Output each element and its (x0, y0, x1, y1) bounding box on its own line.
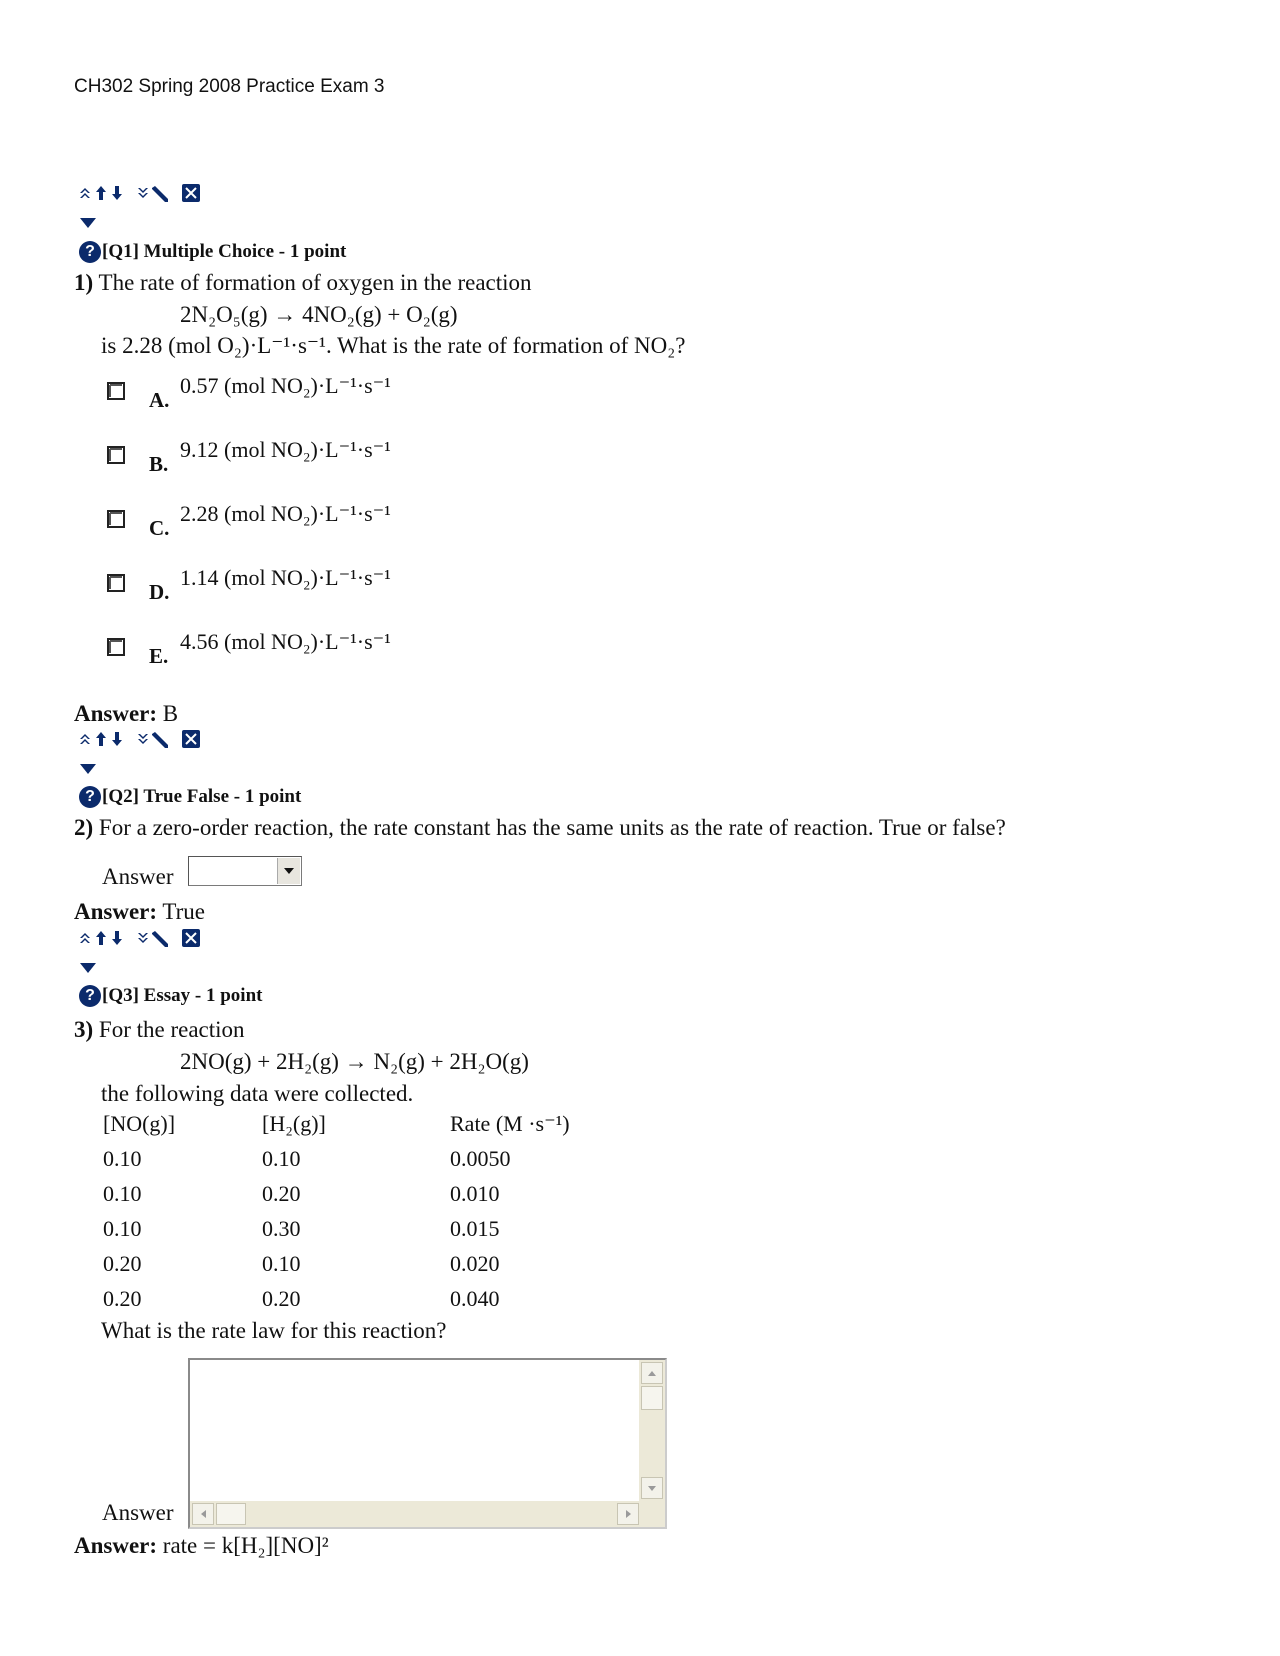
q1-heading (79, 241, 346, 263)
q3-answer-value: rate = k[H₂][NO]² (162, 1533, 329, 1558)
option-letter: B. (149, 452, 169, 476)
table-cell: 0.10 (262, 1146, 301, 1171)
answer-label: Answer: (74, 899, 158, 924)
q1-answer (74, 701, 178, 727)
table-cell: 0.0050 (450, 1146, 511, 1171)
table-cell: 0.010 (450, 1181, 500, 1206)
horizontal-scroll-thumb[interactable] (216, 1503, 246, 1525)
move-bottom-icon (138, 188, 148, 198)
q1-answer-value: B (162, 701, 179, 726)
vertical-scroll-thumb[interactable] (641, 1386, 663, 1410)
option-text: 0.57 (mol NO₂)·L⁻¹·s⁻¹ (180, 373, 391, 398)
move-down-icon (112, 186, 122, 200)
q3-answer (74, 1533, 329, 1559)
move-top-icon (80, 933, 90, 943)
option-letter: D. (149, 580, 170, 604)
q3-answer-textarea[interactable] (188, 1358, 667, 1529)
table-cell: 0.20 (262, 1286, 301, 1311)
question-mark-icon[interactable]: ? (79, 786, 101, 808)
q1-stem-text: The rate of formation of oxygen in the reaction (98, 270, 532, 295)
q3-heading-text: [Q3] Essay - 1 point (102, 985, 263, 1006)
q3-number: 3) (74, 1017, 94, 1042)
q1-equation: 2N₂O₅(g) → 4NO₂(g) + O₂(g) (180, 302, 458, 327)
q1-stem-line1 (74, 270, 532, 296)
q2-stem (74, 815, 1006, 841)
q2-number: 2) (74, 815, 94, 840)
vertical-scrollbar[interactable] (639, 1360, 665, 1501)
table-cell: 0.30 (262, 1216, 301, 1241)
q2-toolbar-icons[interactable] (78, 729, 208, 749)
move-up-icon (96, 732, 106, 746)
q3-stem-text: For the reaction (98, 1017, 245, 1042)
scroll-up-icon[interactable] (641, 1362, 663, 1384)
q2-answer-select[interactable] (188, 856, 302, 886)
option-text: 4.56 (mol NO₂)·L⁻¹·s⁻¹ (180, 629, 391, 654)
answer-label: Answer: (74, 1533, 158, 1558)
q2-heading-text: [Q2] True False - 1 point (102, 786, 302, 807)
move-down-icon (112, 931, 122, 945)
answer-label: Answer: (74, 701, 158, 726)
q1-number: 1) (74, 270, 94, 295)
collapse-triangle-icon[interactable] (80, 764, 96, 774)
q3-toolbar (78, 928, 208, 948)
q2-toolbar (78, 729, 208, 749)
scroll-right-icon[interactable] (617, 1503, 639, 1525)
checkbox-icon[interactable] (107, 510, 125, 528)
q1-heading-text: [Q1] Multiple Choice - 1 point (102, 241, 347, 262)
move-down-icon (112, 732, 122, 746)
option-text: 9.12 (mol NO₂)·L⁻¹·s⁻¹ (180, 437, 391, 462)
checkbox-icon[interactable] (107, 382, 125, 400)
checkbox-icon[interactable] (107, 638, 125, 656)
collapse-triangle-icon[interactable] (80, 218, 96, 228)
checkbox-icon[interactable] (107, 446, 125, 464)
table-cell: 0.10 (103, 1181, 142, 1206)
table-cell: 0.015 (450, 1216, 500, 1241)
table-cell: 0.20 (103, 1286, 142, 1311)
option-letter: E. (149, 644, 169, 668)
edit-icon (152, 931, 168, 947)
checkbox-icon[interactable] (107, 574, 125, 592)
q3-question: What is the rate law for this reaction? (101, 1318, 447, 1343)
table-header: [H₂(g)] (262, 1111, 326, 1136)
move-bottom-icon (138, 933, 148, 943)
q3-toolbar-icons[interactable] (78, 928, 208, 948)
q3-equation: 2NO(g) + 2H₂(g) → N₂(g) + 2H₂O(g) (180, 1049, 529, 1074)
scroll-down-icon[interactable] (641, 1477, 663, 1499)
move-top-icon (80, 734, 90, 744)
scrollbar-corner (639, 1501, 665, 1527)
chevron-down-icon[interactable] (277, 858, 300, 884)
q2-answer-value: True (162, 899, 205, 924)
table-cell: 0.10 (103, 1146, 142, 1171)
question-mark-icon[interactable]: ? (79, 985, 101, 1007)
q2-stem-text: For a zero-order reaction, the rate constant has the same units as the rate of reaction. True or false? (98, 815, 1006, 840)
q3-answer-field-label: Answer (102, 1500, 174, 1525)
q2-answer-field-label: Answer (102, 864, 174, 889)
table-cell: 0.020 (450, 1251, 500, 1276)
q2-answer (74, 899, 205, 925)
table-header: [NO(g)] (103, 1111, 176, 1136)
q3-heading (79, 985, 262, 1007)
horizontal-scrollbar[interactable] (190, 1501, 641, 1527)
option-letter: C. (149, 516, 170, 540)
move-top-icon (80, 188, 90, 198)
table-cell: 0.10 (262, 1251, 301, 1276)
document-title: CH302 Spring 2008 Practice Exam 3 (74, 76, 385, 97)
edit-icon (152, 186, 168, 202)
move-bottom-icon (138, 734, 148, 744)
option-letter: A. (149, 388, 170, 412)
move-up-icon (96, 186, 106, 200)
table-cell: 0.20 (262, 1181, 301, 1206)
q2-heading (79, 786, 301, 808)
option-text: 1.14 (mol NO₂)·L⁻¹·s⁻¹ (180, 565, 391, 590)
q3-stem-line3: the following data were collected. (101, 1081, 414, 1106)
move-up-icon (96, 931, 106, 945)
question-mark-icon[interactable]: ? (79, 241, 101, 263)
q1-toolbar-icons[interactable] (78, 183, 208, 203)
table-cell: 0.040 (450, 1286, 500, 1311)
table-header: Rate (M ·s⁻¹) (450, 1111, 570, 1136)
scroll-left-icon[interactable] (192, 1503, 214, 1525)
q3-stem-line1 (74, 1017, 245, 1043)
table-cell: 0.20 (103, 1251, 142, 1276)
option-text: 2.28 (mol NO₂)·L⁻¹·s⁻¹ (180, 501, 391, 526)
q1-stem-line3: is 2.28 (mol O₂)·L⁻¹·s⁻¹. What is the rate of formation of NO₂? (101, 333, 686, 358)
edit-icon (152, 732, 168, 748)
collapse-triangle-icon[interactable] (80, 963, 96, 973)
q1-toolbar (78, 183, 208, 203)
table-cell: 0.10 (103, 1216, 142, 1241)
